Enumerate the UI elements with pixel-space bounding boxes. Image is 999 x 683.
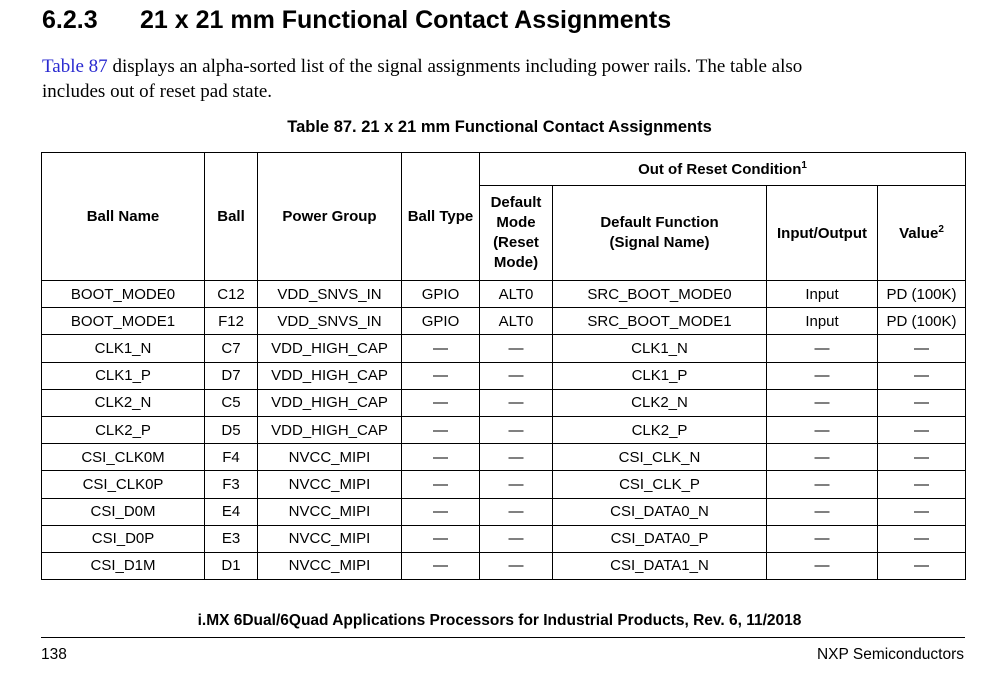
- power-group-cell: NVCC_MIPI: [258, 552, 402, 579]
- ball-cell: E3: [205, 525, 258, 552]
- power-group-cell: VDD_HIGH_CAP: [258, 389, 402, 416]
- header-out-of-reset: [480, 153, 966, 186]
- ball-name-cell: BOOT_MODE1: [42, 308, 205, 335]
- default-function-cell: SRC_BOOT_MODE0: [553, 281, 767, 308]
- footer-divider: [41, 637, 965, 638]
- value-cell: —: [878, 362, 966, 389]
- table-row: [42, 498, 966, 525]
- input-output-cell: —: [767, 416, 878, 443]
- default-function-cell: CSI_DATA1_N: [553, 552, 767, 579]
- power-group-cell: NVCC_MIPI: [258, 498, 402, 525]
- ball-name-cell: CSI_D0M: [42, 498, 205, 525]
- ball-type-cell: —: [402, 471, 480, 498]
- ball-type-cell: —: [402, 362, 480, 389]
- ball-cell: D1: [205, 552, 258, 579]
- table-row: [42, 281, 966, 308]
- value-cell: PD (100K): [878, 308, 966, 335]
- footnote-marker-1: 1: [801, 159, 807, 171]
- section-number: 6.2.3: [42, 6, 98, 34]
- ball-type-cell: GPIO: [402, 308, 480, 335]
- ball-name-cell: CSI_D1M: [42, 552, 205, 579]
- table-row: [42, 362, 966, 389]
- header-ball-name: Ball Name: [42, 153, 205, 281]
- value-cell: —: [878, 416, 966, 443]
- section-title: 21 x 21 mm Functional Contact Assignments: [140, 6, 672, 34]
- value-cell: —: [878, 389, 966, 416]
- contact-assignments-table: [41, 152, 966, 580]
- header-default-function-l1: Default Function: [600, 214, 719, 231]
- header-out-of-reset-label: Out of Reset Condition: [638, 160, 802, 178]
- default-function-cell: CSI_CLK_P: [553, 471, 767, 498]
- default-mode-cell: —: [480, 362, 553, 389]
- value-cell: —: [878, 471, 966, 498]
- value-cell: PD (100K): [878, 281, 966, 308]
- footer-page-number: 138: [41, 646, 67, 663]
- ball-cell: D7: [205, 362, 258, 389]
- header-default-mode: [480, 186, 553, 281]
- ball-name-cell: CSI_D0P: [42, 525, 205, 552]
- input-output-cell: —: [767, 335, 878, 362]
- ball-type-cell: GPIO: [402, 281, 480, 308]
- value-cell: —: [878, 498, 966, 525]
- ball-cell: F12: [205, 308, 258, 335]
- table-row: [42, 552, 966, 579]
- table-caption: Table 87. 21 x 21 mm Functional Contact Assignments: [287, 118, 712, 136]
- table-body: [42, 281, 966, 580]
- table-row: [42, 525, 966, 552]
- value-cell: —: [878, 335, 966, 362]
- default-mode-cell: —: [480, 498, 553, 525]
- header-input-output: Input/Output: [767, 186, 878, 281]
- section-heading: [42, 6, 671, 35]
- header-default-mode-l4: Mode): [493, 254, 539, 271]
- default-function-cell: CSI_DATA0_P: [553, 525, 767, 552]
- table-row: [42, 444, 966, 471]
- ball-type-cell: —: [402, 444, 480, 471]
- value-cell: —: [878, 525, 966, 552]
- header-default-function-l2: (Signal Name): [609, 234, 710, 251]
- default-mode-cell: —: [480, 471, 553, 498]
- ball-cell: F4: [205, 444, 258, 471]
- ball-type-cell: —: [402, 552, 480, 579]
- table-row: [42, 471, 966, 498]
- default-mode-cell: —: [480, 389, 553, 416]
- intro-text-line1: displays an alpha-sorted list of the signal assignments including power rails. The table also: [107, 56, 803, 77]
- power-group-cell: NVCC_MIPI: [258, 471, 402, 498]
- default-mode-cell: —: [480, 552, 553, 579]
- intro-paragraph: [42, 54, 942, 104]
- footer-document-title: i.MX 6Dual/6Quad Applications Processors for Industrial Products, Rev. 6, 11/2018: [197, 612, 802, 629]
- table-row: [42, 416, 966, 443]
- power-group-cell: VDD_HIGH_CAP: [258, 362, 402, 389]
- header-default-mode-l2: Mode: [496, 214, 536, 231]
- ball-cell: E4: [205, 498, 258, 525]
- ball-cell: F3: [205, 471, 258, 498]
- ball-name-cell: BOOT_MODE0: [42, 281, 205, 308]
- input-output-cell: Input: [767, 281, 878, 308]
- input-output-cell: —: [767, 389, 878, 416]
- table-row: [42, 308, 966, 335]
- header-value-label: Value: [899, 224, 939, 242]
- ball-name-cell: CSI_CLK0M: [42, 444, 205, 471]
- input-output-cell: —: [767, 498, 878, 525]
- power-group-cell: VDD_SNVS_IN: [258, 281, 402, 308]
- input-output-cell: —: [767, 471, 878, 498]
- footnote-marker-2: 2: [938, 223, 944, 235]
- power-group-cell: VDD_HIGH_CAP: [258, 416, 402, 443]
- ball-type-cell: —: [402, 335, 480, 362]
- header-value: [878, 186, 966, 281]
- table-row: [42, 389, 966, 416]
- table-row: [42, 335, 966, 362]
- default-function-cell: CLK1_N: [553, 335, 767, 362]
- input-output-cell: —: [767, 362, 878, 389]
- default-mode-cell: —: [480, 444, 553, 471]
- ball-cell: C5: [205, 389, 258, 416]
- header-default-mode-l3: (Reset: [493, 234, 539, 251]
- default-mode-cell: ALT0: [480, 308, 553, 335]
- default-mode-cell: —: [480, 335, 553, 362]
- ball-name-cell: CLK2_N: [42, 389, 205, 416]
- power-group-cell: NVCC_MIPI: [258, 444, 402, 471]
- ball-cell: C12: [205, 281, 258, 308]
- ball-type-cell: —: [402, 525, 480, 552]
- ball-type-cell: —: [402, 416, 480, 443]
- ball-name-cell: CLK1_N: [42, 335, 205, 362]
- ball-name-cell: CSI_CLK0P: [42, 471, 205, 498]
- header-default-mode-l1: Default: [490, 194, 542, 211]
- ball-name-cell: CLK1_P: [42, 362, 205, 389]
- ball-type-cell: —: [402, 389, 480, 416]
- default-function-cell: SRC_BOOT_MODE1: [553, 308, 767, 335]
- value-cell: —: [878, 552, 966, 579]
- ball-cell: C7: [205, 335, 258, 362]
- default-function-cell: CSI_CLK_N: [553, 444, 767, 471]
- header-ball-type: Ball Type: [402, 153, 480, 281]
- default-mode-cell: —: [480, 416, 553, 443]
- table-reference-link[interactable]: Table 87: [42, 56, 108, 77]
- power-group-cell: VDD_HIGH_CAP: [258, 335, 402, 362]
- input-output-cell: Input: [767, 308, 878, 335]
- default-function-cell: CLK1_P: [553, 362, 767, 389]
- ball-type-cell: —: [402, 498, 480, 525]
- default-mode-cell: ALT0: [480, 281, 553, 308]
- default-function-cell: CLK2_P: [553, 416, 767, 443]
- default-function-cell: CLK2_N: [553, 389, 767, 416]
- input-output-cell: —: [767, 552, 878, 579]
- value-cell: —: [878, 444, 966, 471]
- input-output-cell: —: [767, 525, 878, 552]
- power-group-cell: NVCC_MIPI: [258, 525, 402, 552]
- ball-name-cell: CLK2_P: [42, 416, 205, 443]
- header-power-group: Power Group: [258, 153, 402, 281]
- default-mode-cell: —: [480, 525, 553, 552]
- intro-text-line2: includes out of reset pad state.: [42, 81, 273, 102]
- footer-company: NXP Semiconductors: [816, 646, 964, 663]
- default-function-cell: CSI_DATA0_N: [553, 498, 767, 525]
- input-output-cell: —: [767, 444, 878, 471]
- header-default-function: [553, 186, 767, 281]
- header-ball: Ball: [205, 153, 258, 281]
- ball-cell: D5: [205, 416, 258, 443]
- power-group-cell: VDD_SNVS_IN: [258, 308, 402, 335]
